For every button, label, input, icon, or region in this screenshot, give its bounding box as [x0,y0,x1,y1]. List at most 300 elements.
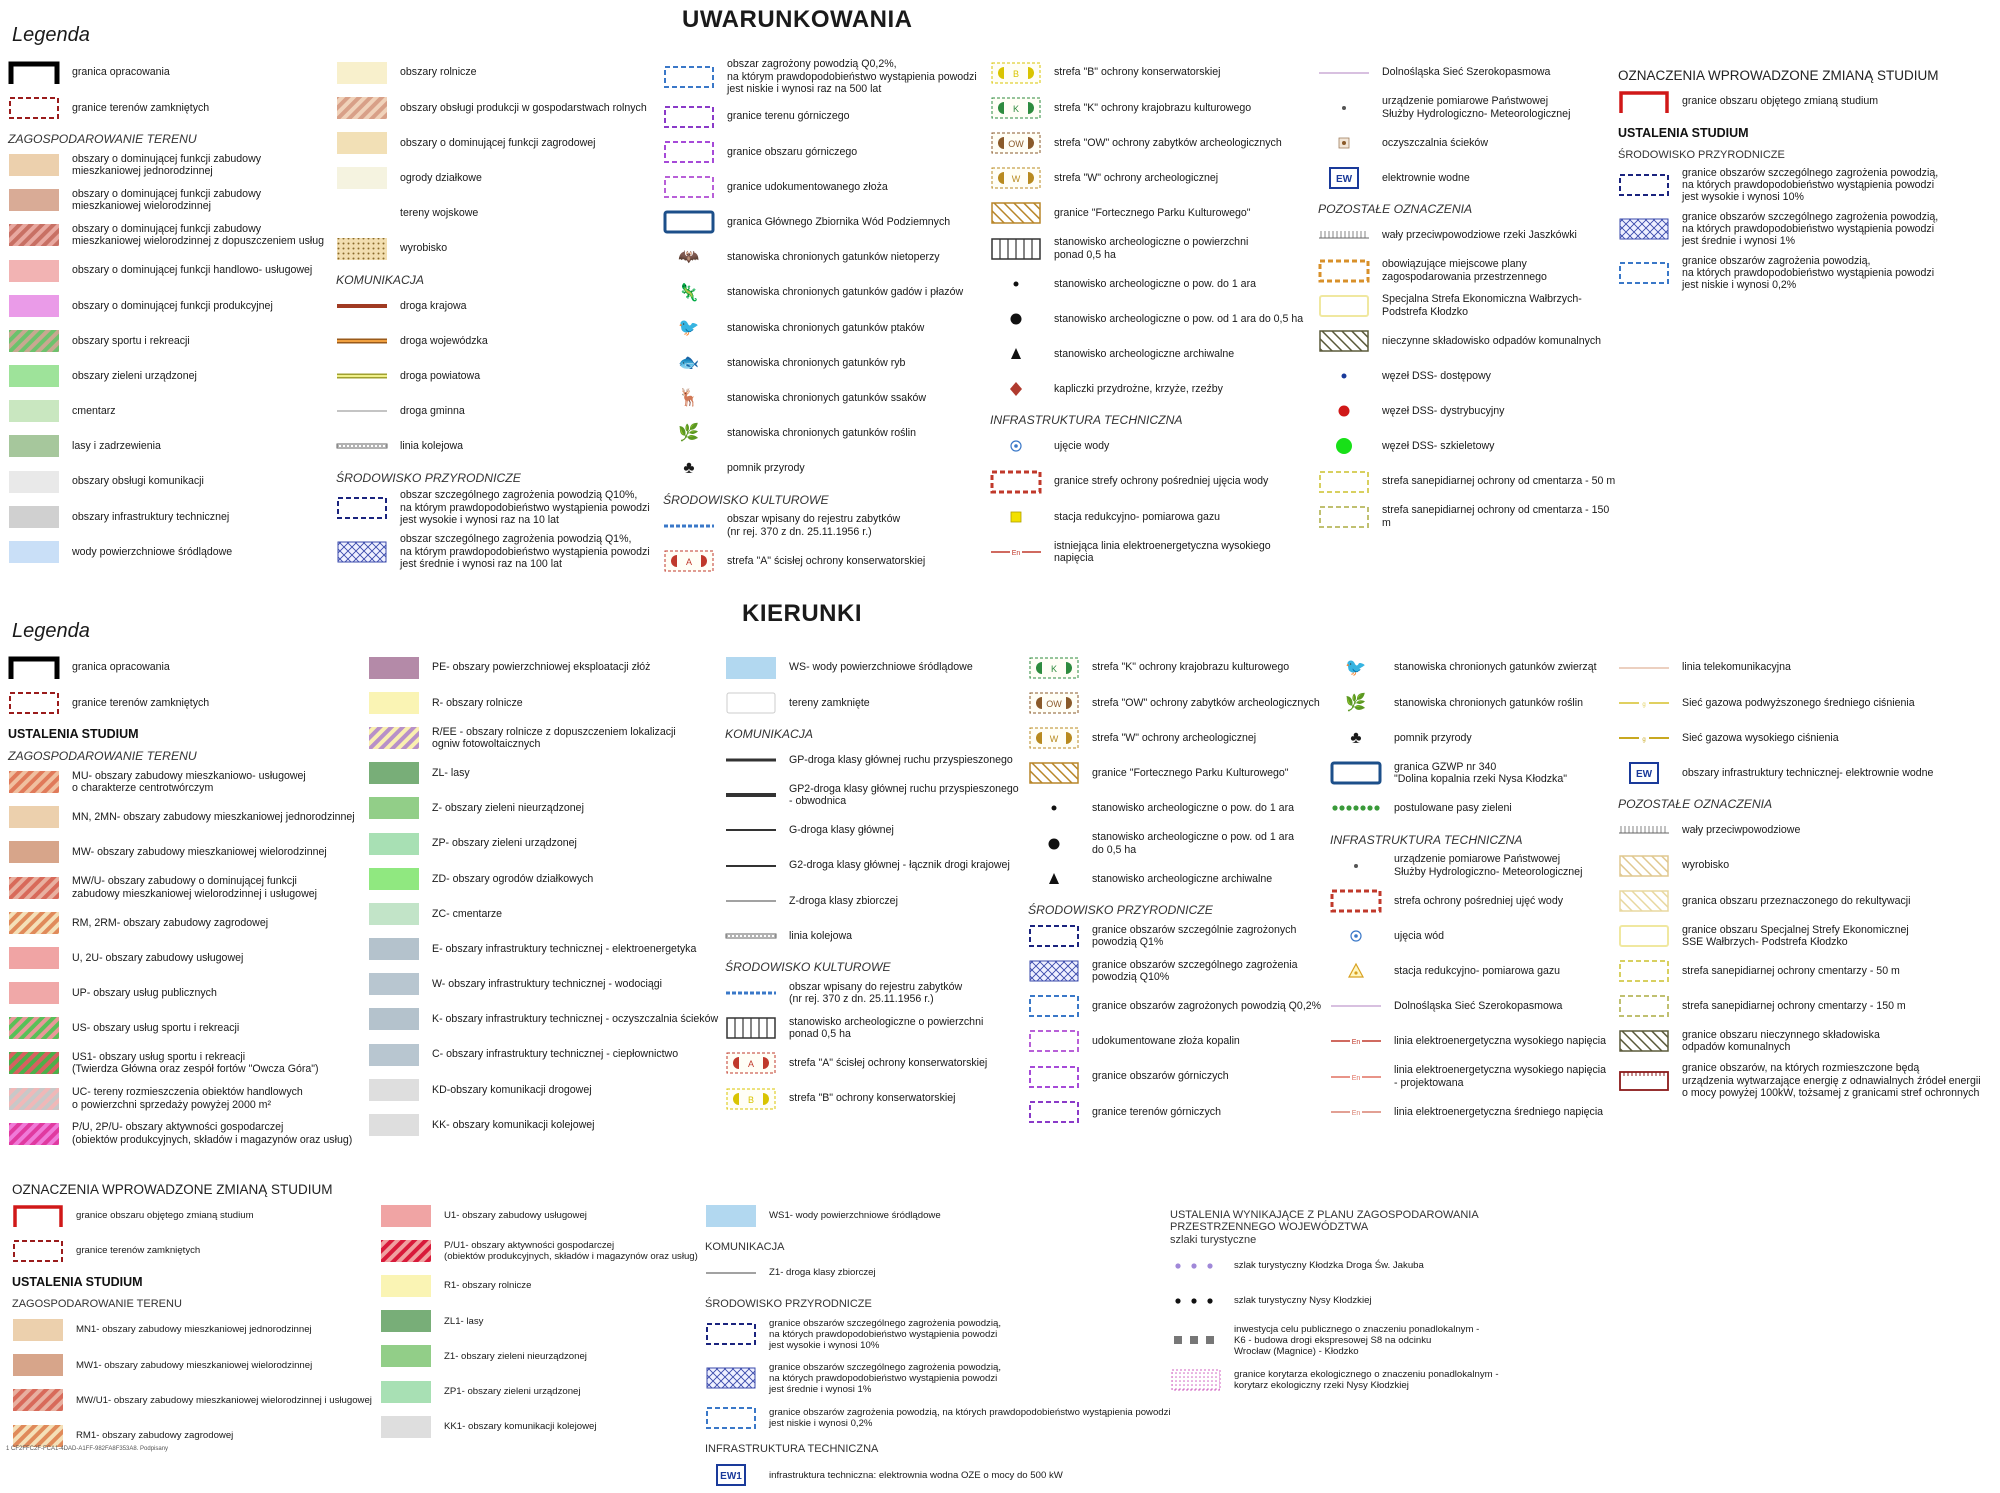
fill-symbol [380,1203,432,1229]
zone-symbol [1028,725,1080,751]
line-symbol [336,293,388,319]
legend-subheading-text: OZNACZENIA WPROWADZONE ZMIANĄ STUDIUM [12,1181,333,1197]
legend-item-label: obszary o dominującej funkcji zabudowy mieszkaniowej wielorodzinnej [72,187,262,213]
legend-item-label: obszary o dominującej funkcji produkcyjnej [72,299,273,312]
legend-item [8,1046,363,1081]
legend-item-label: granica obszaru przeznaczonego do rekultywacji [1682,894,1911,907]
legend-item-label: droga krajowa [400,299,467,312]
legend-item-label: cmentarz [72,405,116,418]
fill-symbol [8,504,60,530]
legend-item-label: strefa "B" ochrony konserwatorskiej [1054,66,1221,79]
legend-item [1618,883,1998,918]
dot-symbol [990,306,1042,332]
legend-item-label: postulowane pasy zieleni [1394,802,1512,815]
legend-item [336,486,656,530]
footnote: 1 CF2FFC2F-FCA1-4DAD-A1FF-982FA8F353A8. Podpisany [6,1446,169,1452]
fill-symbol [8,839,60,865]
legend-item [12,1198,377,1233]
dash-rect-symbol [1330,888,1382,914]
legend-item-label: RM, 2RM- obszary zabudowy zagrodowej [72,916,269,929]
legend-item [1330,1024,1620,1059]
legend-item [368,756,723,791]
legend-item [8,464,328,499]
legend-item-label: stanowiska chronionych gatunków gadów i płazów [727,286,964,299]
legend-item-label: granice obszaru Specjalnej Strefy Ekonomicznej SSE Wałbrzych- Podstrefa Kłodzko [1682,923,1909,948]
legend-item-label: granica opracowania [72,661,170,674]
legend-item-label: MW/U- obszary zabudowy o dominującej funkcji zabudowy mieszkaniowej wielorodzinnej i usługowej [72,875,317,900]
legend-item-label: Sieć gazowa wysokiego ciśnienia [1682,731,1839,744]
legend-item-label: strefa sanepidiarnej ochrony cmentarzy - 150 m [1682,1000,1906,1013]
legend-item [336,530,656,574]
legend-item [8,764,363,799]
svg-text:En: En [1351,1074,1361,1082]
legend-item [1330,791,1620,826]
legend-item-label: linia elektroenergetyczna wysokiego napięcia [1394,1035,1606,1048]
legend-item-label: linia elektroenergetyczna wysokiego napięcia - projektowana [1394,1064,1606,1089]
cross-symbol [336,539,388,565]
legend-item [705,1198,1175,1233]
legend-item [1330,650,1620,685]
fill-symbol [336,60,388,86]
pinkdots-symbol [1170,1367,1222,1393]
line2-symbol [336,328,388,354]
zone-symbol [990,60,1042,86]
dash-rect-symbol [1318,258,1370,284]
legend-item [663,416,983,451]
legend-item [725,742,1025,777]
legend-item [8,147,328,182]
svg-text:W: W [1011,174,1021,185]
legend-item [8,1011,363,1046]
legend-item-label: wały przeciwpowodziowe rzeki Jaszkówki [1382,229,1577,242]
legend-item-label: obowiązujące miejscowe plany zagospodarowania przestrzennego [1382,258,1547,283]
legend-item-label: granice obszaru objętego zmianą studium [76,1210,254,1222]
legend-item [368,791,723,826]
legend-item [1318,218,1618,253]
legend-item-label: szlak turystyczny Nysy Kłodzkiej [1234,1295,1372,1307]
svg-text:B: B [747,1094,755,1105]
legend-item [368,1107,723,1142]
legend-item [380,1268,700,1303]
red-bracket-symbol [12,1203,64,1229]
legend-subheading [1170,1198,1600,1248]
legend-subheading [1618,119,1998,141]
legend-subheading-text: ŚRODOWISKO KULTUROWE [725,960,891,975]
legend-subheading-text: ZAGOSPODAROWANIE TERENU [12,1297,182,1310]
legend-item [1618,813,1998,848]
fill-symbol [368,1112,420,1138]
none-symbol [336,200,388,226]
fill-symbol [8,469,60,495]
legend-item-label: strefa sanepidiarnej ochrony cmentarzy - 50 m [1682,964,1900,977]
fill-symbol [725,655,777,681]
legend-item [8,429,328,464]
legend-item-label: stanowiska chronionych gatunków zwierząt [1394,661,1597,674]
legend-item-label: strefa "W" ochrony archeologicznej [1054,171,1219,184]
legend-item-label: strefa "K" ochrony krajobrazu kulturowego [1054,101,1252,114]
legend-item [8,835,363,870]
line-symbol [725,888,777,914]
legend-item-label: KK- obszary komunikacji kolejowej [432,1118,595,1131]
legend-item-label: strefa sanepidiarnej ochrony od cmentarza - 150 m [1382,504,1610,529]
legend-item-label: stanowiska chronionych gatunków roślin [727,427,917,440]
legend-item-label: strefa "A" ścisłej ochrony konserwatorskiej [727,554,926,567]
legend-item-label: strefa ochrony pośredniej ujęć wody [1394,894,1564,907]
legend-item [8,90,328,125]
legend-item [8,800,363,835]
fill-symbol [380,1308,432,1334]
line-symbol [1330,993,1382,1019]
legend-item-label: ZL1- lasy [444,1315,484,1327]
legend-item-label: droga gminna [400,405,465,418]
dash-rect-symbol [1028,993,1080,1019]
legend-item-label: granice terenów zamkniętych [76,1245,201,1257]
legend-item-label: obszar wpisany do rejestru zabytków (nr rej. 370 z dn. 25.11.1956 r.) [789,980,963,1006]
svg-text:EW: EW [1335,174,1353,186]
legend-item [1028,989,1328,1024]
legend-item [1318,288,1618,323]
legend-column-u2 [336,55,656,574]
rect-symbol [663,209,715,235]
legend-item [368,1002,723,1037]
line2-symbol [336,363,388,389]
legend-item [336,196,656,231]
legend-item-label: istniejąca linia elektroenergetyczna wysokiego napięcia [1054,539,1271,565]
rail-symbol [336,433,388,459]
legend-item [1330,720,1620,755]
legend-item-label: ZL- lasy [432,766,470,779]
legend-item [663,99,983,134]
dash-rect-symbol [1028,1028,1080,1054]
rect-symbol [1330,760,1382,786]
fill-symbol [8,804,60,830]
legend-item [663,55,983,99]
legend-item [990,337,1315,372]
legend-item-label: wyrobisko [1682,859,1730,872]
legend-subheading-text: ŚRODOWISKO PRZYRODNICZE [705,1297,872,1310]
legend-item [1330,1059,1620,1094]
zone-symbol [663,548,715,574]
line-symbol [1318,60,1370,86]
legend-item-label: węzeł DSS- szkieletowy [1382,440,1495,453]
legend-subheading-text: INFRASTRUKTURA TECHNICZNA [705,1443,879,1456]
legend-item-label: obszary zieleni urządzonej [72,369,197,382]
legend-column-b4 [1170,1198,1600,1398]
legend-item-label: Specjalna Strefa Ekonomiczna Wałbrzych- Podstrefa Kłodzko [1382,293,1582,318]
hatch-symbol [12,1423,64,1449]
legend-item [990,231,1315,266]
gasline-symbol [1618,725,1670,751]
legend-item-label: węzeł DSS- dostępowy [1382,369,1491,382]
legend-item-label: granice terenów zamkniętych [72,696,210,709]
legend-item [1170,1318,1600,1362]
legend-column-u3 [663,55,983,578]
legend-subheading [8,720,363,742]
dash-rect-symbol [8,690,60,716]
svg-text:g: g [1642,701,1646,708]
svg-text:OW: OW [1046,698,1062,709]
dash-rect-symbol [8,95,60,121]
legend-item [663,240,983,275]
legend-item [368,650,723,685]
legend-item-label: granice terenów górniczych [1092,1105,1221,1118]
ring-symbol [990,433,1042,459]
legend-item-label: strefa "OW" ochrony zabytków archeologicznych [1092,696,1320,709]
svg-text:EW: EW [1635,769,1653,781]
legend-item [336,231,656,266]
dash-rect-symbol [1318,504,1370,530]
legend-item-label: stanowiska chronionych gatunków roślin [1394,696,1584,709]
legend-item-label: granice "Fortecznego Parku Kulturowego" [1092,766,1289,779]
legend-item [1330,883,1620,918]
legend-item [1618,720,1998,755]
dots-symbol [336,236,388,262]
legend-subheading-text: ZAGOSPODAROWANIE TERENU [8,131,197,146]
legend-item-label: R- obszary rolnicze [432,696,523,709]
fill-symbol [8,258,60,284]
legend-item-label: obszar szczególnego zagrożenia powodzią Q1%, na którym prawdopodobieństwo wystąpienia powodzi jest średnie i wynosi raz na 100 lat [400,533,650,571]
ew-symbol [1618,760,1670,786]
dash-rect-symbol [990,469,1042,495]
legend-item-label: stanowisko archeologiczne o pow. do 1 ara [1092,802,1294,815]
legend-item [1318,394,1618,429]
hatch-symbol [8,1050,60,1076]
fill-symbol [705,1203,757,1229]
greendots-symbol [1330,795,1382,821]
dash-rect-symbol [1618,993,1670,1019]
species-icon: ♣ [1350,727,1362,747]
legend-item-label: ZP1- obszary zieleni urządzonej [444,1386,581,1398]
dash-rect-symbol [12,1238,64,1264]
legend-item-label: granice obszarów zagrożonych powodzią Q0,2% [1092,1000,1322,1013]
square-symbol [990,504,1042,530]
fill-symbol [368,1006,420,1032]
legend-item-label: granice obszaru nieczynnego składowiska odpadów komunalnych [1682,1029,1880,1054]
legend-column-u5 [1318,55,1618,534]
cross-symbol [705,1365,757,1391]
fill-symbol [380,1414,432,1440]
legend-item-label: nieczynne składowisko odpadów komunalnych [1382,334,1602,347]
legend-item-label: granice obszarów szczególnego zagrożenia powodzią, na których prawdopodobieństwo wystąpienia powodzi jest średnie i wynosi 1% [1682,210,1939,248]
legend-subheading [725,954,1025,976]
legend-item [8,253,328,288]
legend-item [1318,161,1618,196]
legend-item-label: granica GZWP nr 340 "Dolina kopalnia rzeki Nysa Kłodzka" [1394,760,1567,786]
svg-text:g: g [1642,736,1646,743]
ew-symbol [705,1462,757,1488]
fill-symbol [8,152,60,178]
legend-item-label: linia telekomunikacyjna [1682,661,1791,674]
line-dash-symbol [663,513,715,539]
legend-item-label: MN, 2MN- obszary zabudowy mieszkaniowej jednorodzinnej [72,810,355,823]
legend-item-label: P/U, 2P/U- obszary aktywności gospodarczej (obiektów produkcyjnych, składów i magazynów oraz usług) [72,1121,353,1146]
line-symbol [336,398,388,424]
hatch-symbol [336,95,388,121]
hatch-rect-symbol [1618,888,1670,914]
svg-text:B: B [1012,68,1020,79]
legend-item [368,932,723,967]
legend-item [336,161,656,196]
legend-item-label: WS- wody powierzchniowe śródlądowe [789,661,973,674]
legend-item-label: urządzenie pomiarowe Państwowej Służby Hydrologiczno- Meteorologicznej [1394,853,1583,878]
legend-item-label: granice terenów zamkniętych [72,101,210,114]
legend-item [725,848,1025,883]
legend-item-label: obszary o dominującej funkcji handlowo- usługowej [72,264,313,277]
legend-item [1618,1024,1998,1059]
ew-symbol [1318,165,1370,191]
legend-subheading-text: ŚRODOWISKO PRZYRODNICZE [1618,148,1785,161]
legend-item-label: granica opracowania [72,66,170,79]
legend-item [368,685,723,720]
hatch-symbol [8,328,60,354]
legend-item [8,1116,363,1151]
enline-symbol [1330,1028,1382,1054]
legend-item [380,1339,700,1374]
legend-item-label: GP-droga klasy głównej ruchu przyspieszonego [789,753,1013,766]
legend-item [990,55,1315,90]
section-title-kierunki: KIERUNKI [742,600,863,627]
hatch-symbol [8,1015,60,1041]
legend-item [12,1312,377,1347]
legend-heading-middle: Legenda [12,620,90,642]
legend-item [368,896,723,931]
dash-rect-symbol [1618,172,1670,198]
legend-item-label: stanowiska chronionych gatunków ssaków [727,391,927,404]
legend-item [8,359,328,394]
legend-item [663,134,983,169]
legend-item [1618,918,1998,953]
legend-subheading-text: KOMUNIKACJA [336,272,425,287]
legend-column-k1 [8,650,363,1151]
legend-item-label: MU- obszary zabudowy mieszkaniowo- usługowej o charakterze centrotwórczym [72,769,306,794]
legend-subheading [1330,826,1620,848]
legend-item [336,125,656,160]
fill-symbol [8,398,60,424]
legend-item [380,1304,700,1339]
legend-item [380,1233,700,1268]
legend-item-label: K- obszary infrastruktury technicznej - oczyszczalnia ścieków [432,1013,719,1026]
fill-symbol [368,795,420,821]
legend-item-label: stanowisko archeologiczne archiwalne [1092,872,1273,885]
species-icon: 🦎 [678,282,700,302]
legend-subheading [1618,791,1998,813]
legend-item [1330,756,1620,791]
fill-symbol [368,971,420,997]
legend-subheading [12,1290,377,1312]
legend-item [336,323,656,358]
legend-subheading [8,125,328,147]
legend-item-label: droga wojewódzka [400,334,488,347]
dash-rect-symbol [1618,260,1670,286]
legend-item-label: oczyszczalnia ścieków [1382,136,1488,149]
legend-item-label: stacja redukcyjno- pomiarowa gazu [1054,510,1221,523]
legend-item [8,976,363,1011]
line-symbol [725,747,777,773]
hatch-symbol [8,910,60,936]
legend-item [990,429,1315,464]
legend-item [1330,685,1620,720]
legend-subheading [705,1233,1175,1255]
ticks-symbol [1318,222,1370,248]
ticks-symbol [1618,817,1670,843]
legend-subheading [12,1268,377,1290]
svg-text:A: A [747,1059,755,1070]
legend-item [990,464,1315,499]
legend-item [1618,1059,1998,1103]
legend-item [8,1081,363,1116]
legend-item [368,1037,723,1072]
legend-item [1028,756,1328,791]
gas-triangle-symbol [1330,958,1382,984]
legend-item [1318,55,1618,90]
legend-subheading [12,1176,377,1198]
cross-symbol [1618,216,1670,242]
svg-text:En: En [1351,1039,1361,1047]
thick-black-bracket-symbol [8,60,60,86]
legend-item [1618,954,1998,989]
legend-subheading [8,742,363,764]
legend-item [663,275,983,310]
legend-subheading [336,266,656,288]
legend-item [12,1233,377,1268]
legend-item [368,1072,723,1107]
cross-symbol [1028,958,1080,984]
legend-item [336,288,656,323]
svg-text:K: K [1012,103,1020,114]
legend-item-label: strefa "K" ochrony krajobrazu kulturowego [1092,661,1290,674]
legend-item-label: wały przeciwpowodziowe [1682,824,1801,837]
legend-item-label: ZD- obszary ogrodów działkowych [432,872,594,885]
fill-symbol [368,1042,420,1068]
legend-item-label: obszar zagrożony powodzią Q0,2%, na którym prawdopodobieństwo wystąpienia powodzi jest niskie i wynosi raz na 500 lat [727,58,977,96]
legend-subheading-text: KOMUNIKACJA [725,726,814,741]
legend-subheading [990,407,1315,429]
legend-item-label: obszar szczególnego zagrożenia powodzią Q10%, na którym prawdopodobieństwo wystąpienia powodzi jest wysokie i wynosi raz na 10 lat [400,489,650,527]
legend-subheading-text: POZOSTAŁE OZNACZENIA [1618,797,1773,812]
legend-item [990,196,1315,231]
legend-item-label: obszary o dominującej funkcji zagrodowej [400,136,596,149]
legend-item-label: stacja redukcyjno- pomiarowa gazu [1394,964,1561,977]
legend-item [1318,499,1618,534]
legend-item-label: Z- obszary zieleni nieurządzonej [432,802,584,815]
fill-symbol [380,1273,432,1299]
legend-item [990,161,1315,196]
legend-item-label: ZP- obszary zieleni urządzonej [432,837,577,850]
fill-symbol [336,165,388,191]
hatch-symbol [8,1086,60,1112]
legend-subheading [725,720,1025,742]
dot-symbol [1028,831,1080,857]
legend-item-label: inwestycja celu publicznego o znaczeniu ponadlokalnym - K6 - budowa drogi ekspresowej S8 na odcinku Wrocław (Magnice) - Kłodzko [1234,1323,1480,1357]
hatch-rect-symbol [990,200,1042,226]
legend-item-label: MW- obszary zabudowy mieszkaniowej wielorodzinnej [72,846,327,859]
legend-item [1618,84,1998,119]
hatch-symbol [380,1238,432,1264]
rail-symbol [725,923,777,949]
legend-item-label: granice obszarów zagrożenia powodzią, na których prawdopodobieństwo wystąpienia powodzi jest niskie i wynosi 0,2% [769,1406,1171,1429]
legend-item [1318,464,1618,499]
legend-item [1028,1059,1328,1094]
diamond-symbol [990,376,1042,402]
legend-subheading-text: ŚRODOWISKO PRZYRODNICZE [1028,902,1213,917]
dash-rect-symbol [1318,469,1370,495]
legend-item [1028,1094,1328,1129]
legend-item [1318,90,1618,125]
svg-text:OW: OW [1008,138,1024,149]
legend-item [705,1255,1175,1290]
legend-item [1330,918,1620,953]
sqdot-symbol [1318,130,1370,156]
